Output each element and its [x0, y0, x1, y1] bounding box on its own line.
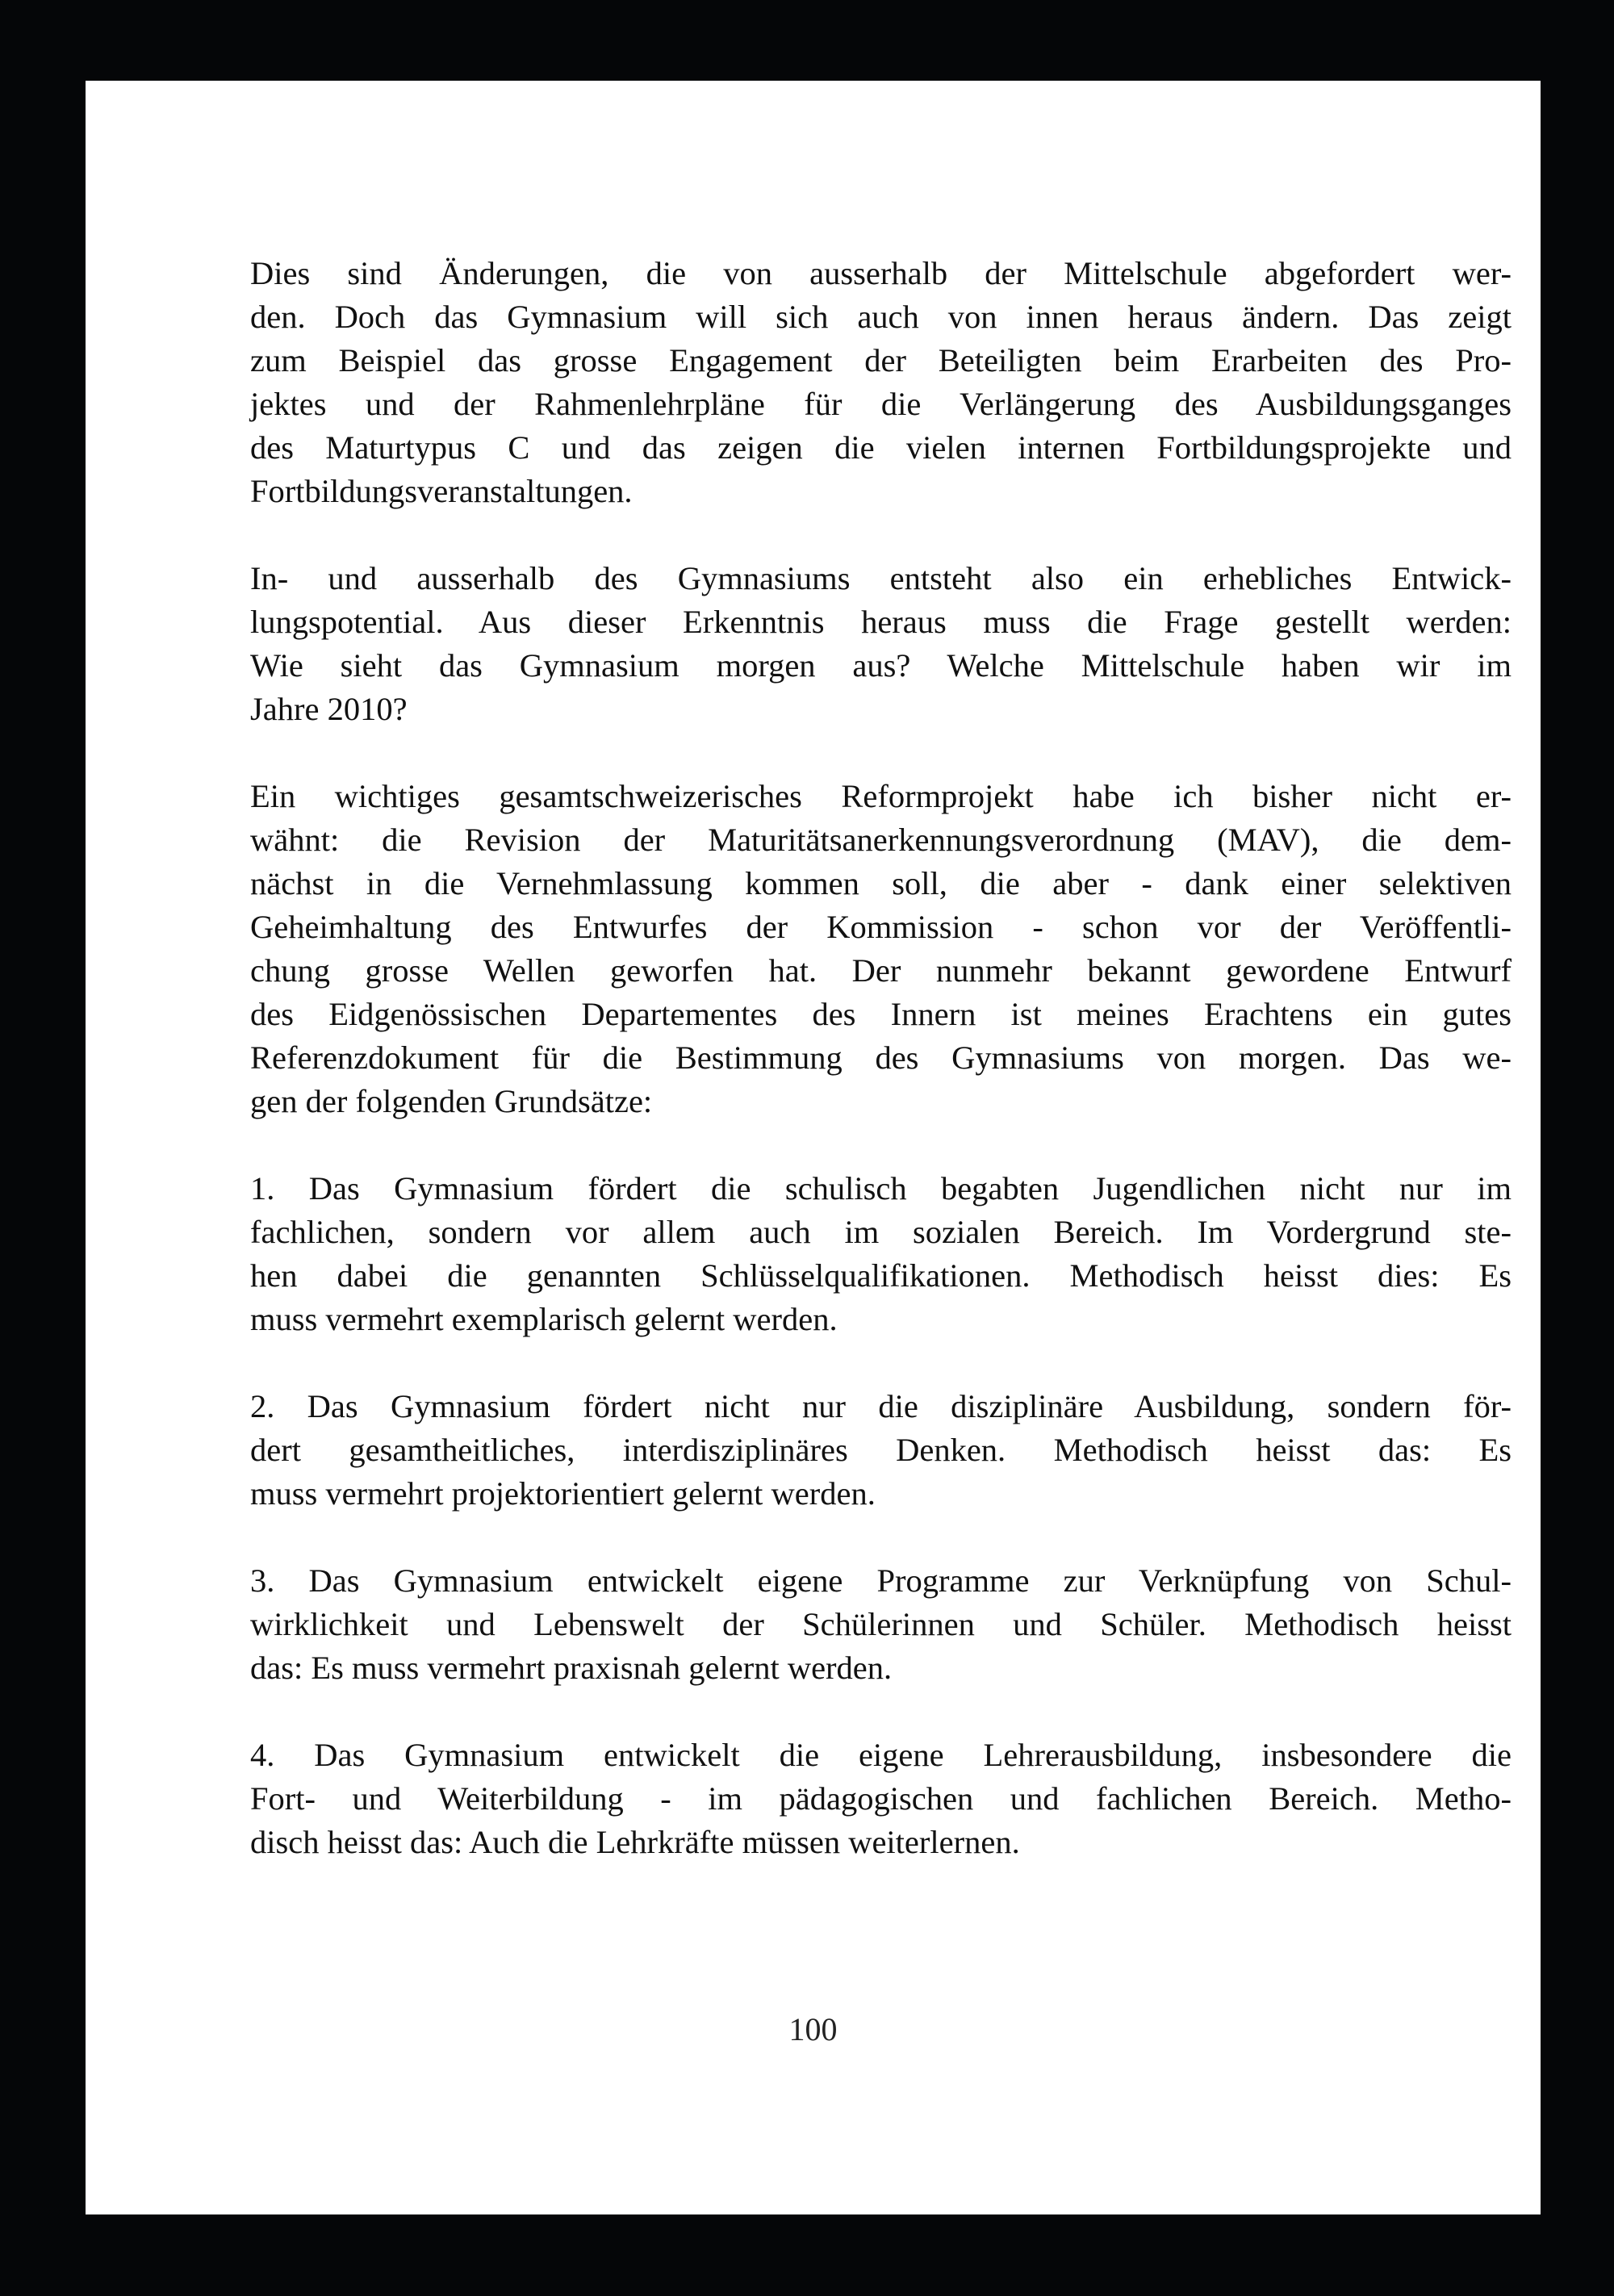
text-line: nächst in die Vernehmlassung kommen soll, die aber - dank einer selektiven	[250, 865, 1512, 901]
text-line: 1. Das Gymnasium fördert die schulisch begabten Jugendlichen nicht nur im	[250, 1170, 1512, 1207]
text-line: Ein wichtiges gesamtschweizerisches Reformprojekt habe ich bisher nicht er-	[250, 778, 1512, 814]
text-line: dert gesamtheitliches, interdisziplinäres Denken. Methodisch heisst das: Es	[250, 1432, 1512, 1468]
text-line: Fortbildungsveranstaltungen.	[250, 473, 633, 509]
text-line: Fort- und Weiterbildung - im pädagogischen und fachlichen Bereich. Metho-	[250, 1780, 1512, 1817]
text-line: Geheimhaltung des Entwurfes der Kommission - schon vor der Veröffentli-	[250, 909, 1512, 945]
paragraph-mav-revision	[250, 775, 1512, 1123]
text-line: disch heisst das: Auch die Lehrkräfte müssen weiterlernen.	[250, 1824, 1020, 1860]
text-line: Dies sind Änderungen, die von ausserhalb der Mittelschule abgefordert wer-	[250, 255, 1512, 291]
text-line: muss vermehrt exemplarisch gelernt werden.	[250, 1301, 838, 1337]
page-number: 100	[788, 2011, 838, 2047]
text-line: In- und ausserhalb des Gymnasiums entsteht also ein erhebliches Entwick-	[250, 560, 1512, 596]
text-line: Wie sieht das Gymnasium morgen aus? Welche Mittelschule haben wir im	[250, 647, 1512, 684]
text-line: wähnt: die Revision der Maturitätsanerkennungsverordnung (MAV), die dem-	[250, 822, 1512, 858]
paragraph-principle-3	[250, 1559, 1512, 1690]
text-line: gen der folgenden Grundsätze:	[250, 1083, 653, 1119]
text-line: chung grosse Wellen geworfen hat. Der nunmehr bekannt gewordene Entwurf	[250, 952, 1512, 989]
text-line: den. Doch das Gymnasium will sich auch von innen heraus ändern. Das zeigt	[250, 299, 1512, 335]
text-line: des Maturtypus C und das zeigen die vielen internen Fortbildungsprojekte und	[250, 429, 1512, 466]
paragraph-intro-changes	[250, 252, 1512, 513]
paragraph-principle-4	[250, 1734, 1512, 1864]
paragraph-principle-1	[250, 1167, 1512, 1341]
text-line: lungspotential. Aus dieser Erkenntnis heraus muss die Frage gestellt werden:	[250, 604, 1512, 640]
text-line: 3. Das Gymnasium entwickelt eigene Programme zur Verknüpfung von Schul-	[250, 1562, 1512, 1599]
paragraph-principle-2	[250, 1385, 1512, 1516]
text-line: das: Es muss vermehrt praxisnah gelernt werden.	[250, 1650, 893, 1686]
text-line: jektes und der Rahmenlehrpläne für die Verlängerung des Ausbildungsganges	[250, 386, 1512, 422]
text-line: wirklichkeit und Lebenswelt der Schülerinnen und Schüler. Methodisch heisst	[250, 1606, 1512, 1642]
body-text	[250, 252, 1512, 1864]
text-line: 2. Das Gymnasium fördert nicht nur die disziplinäre Ausbildung, sondern för-	[250, 1388, 1512, 1424]
text-line: fachlichen, sondern vor allem auch im sozialen Bereich. Im Vordergrund ste-	[250, 1214, 1512, 1250]
text-line: zum Beispiel das grosse Engagement der Beteiligten beim Erarbeiten des Pro-	[250, 342, 1512, 378]
text-line: 4. Das Gymnasium entwickelt die eigene Lehrerausbildung, insbesondere die	[250, 1737, 1512, 1773]
text-line: hen dabei die genannten Schlüsselqualifikationen. Methodisch heisst dies: Es	[250, 1257, 1512, 1294]
scanned-page	[86, 81, 1541, 2214]
text-line: muss vermehrt projektorientiert gelernt werden.	[250, 1475, 876, 1512]
text-line: Referenzdokument für die Bestimmung des Gymnasiums von morgen. Das we-	[250, 1039, 1512, 1076]
paragraph-development-potential	[250, 557, 1512, 731]
text-line: des Eidgenössischen Departementes des Innern ist meines Erachtens ein gutes	[250, 996, 1512, 1032]
text-line: Jahre 2010?	[250, 691, 408, 727]
